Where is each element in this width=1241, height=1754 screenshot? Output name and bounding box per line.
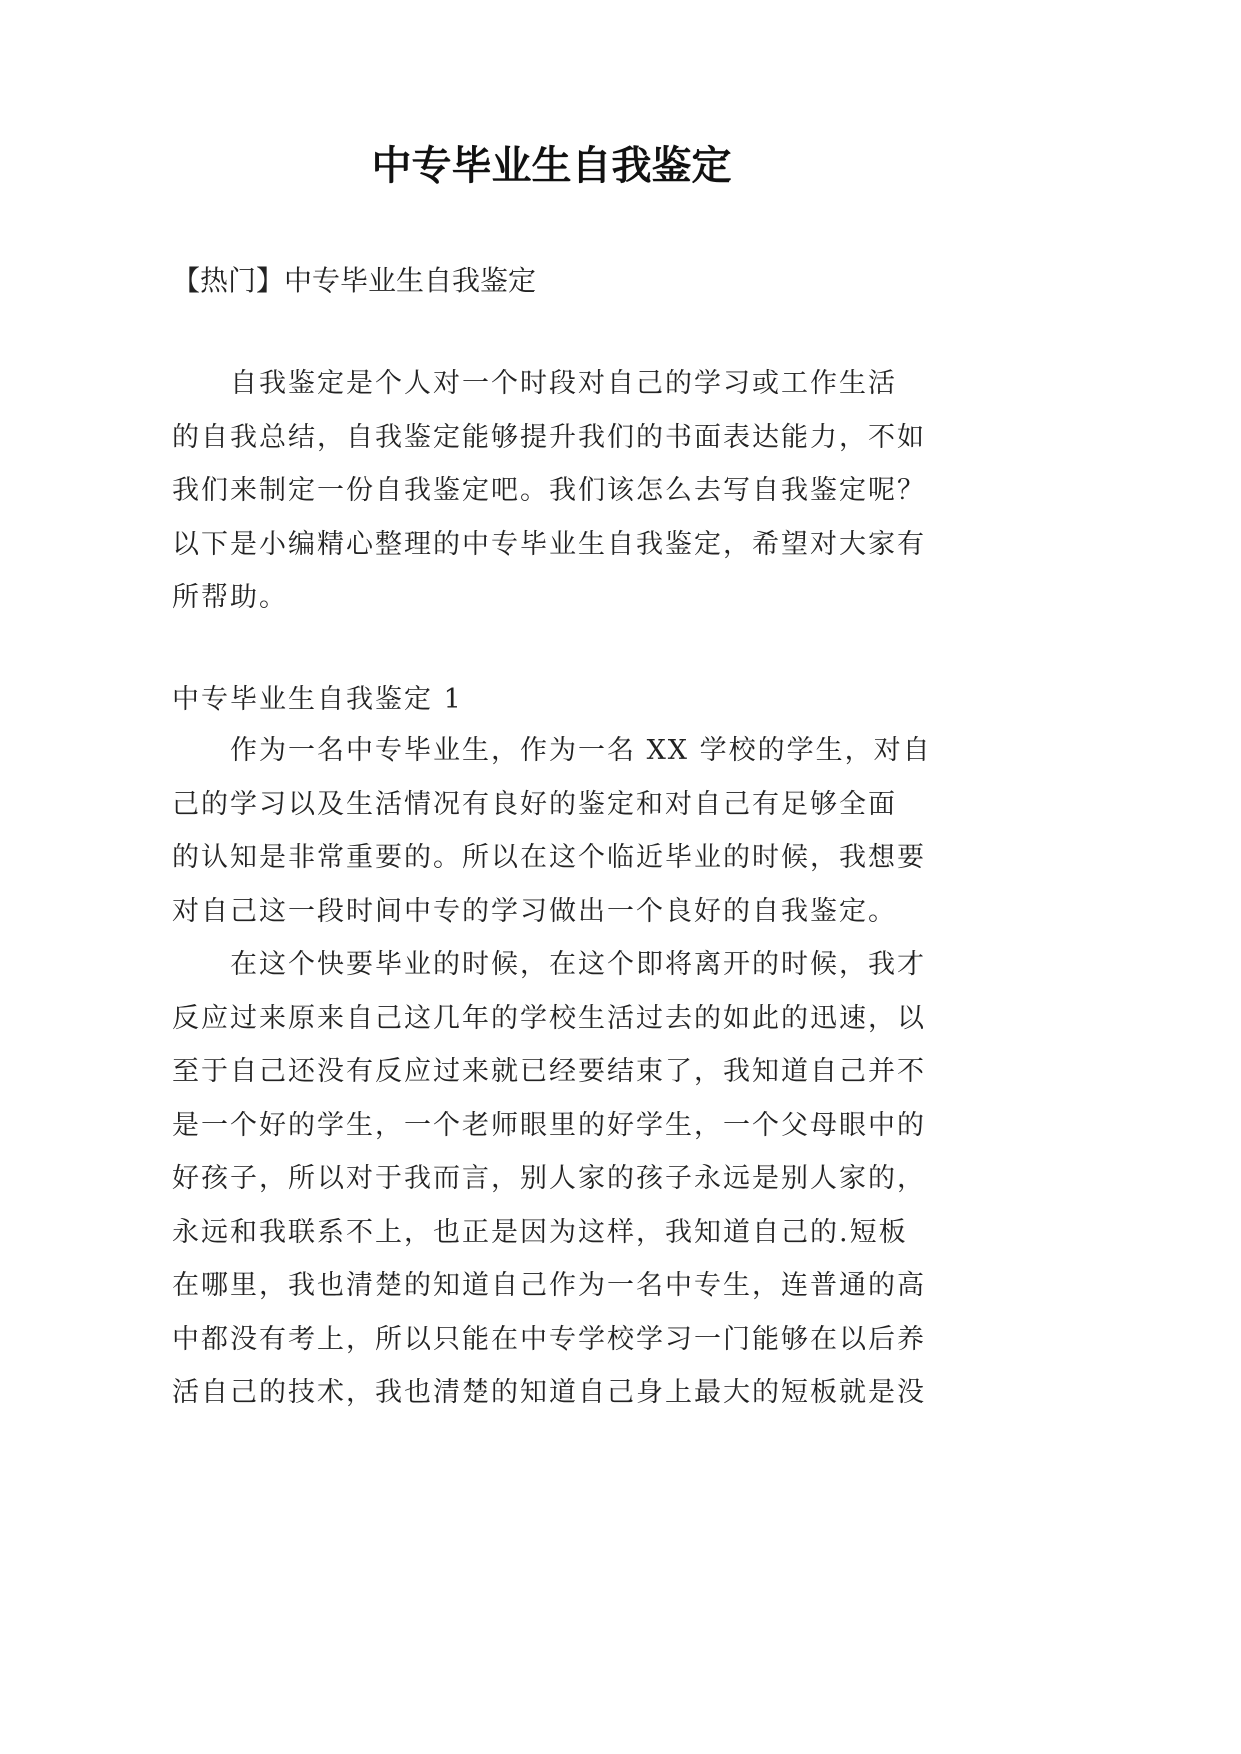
body-line: 作为一名中专毕业生，作为一名 XX 学校的学生，对自 [172, 735, 932, 766]
body-line: 是一个好的学生，一个老师眼里的好学生，一个父母眼中的 [172, 1109, 926, 1141]
body-line: 中都没有考上，所以只能在中专学校学习一门能够在以后养 [172, 1323, 926, 1355]
body-line: 对自己这一段时间中专的学习做出一个良好的自我鉴定。 [172, 895, 897, 927]
body-line: 活自己的技术，我也清楚的知道自己身上最大的短板就是没 [172, 1377, 926, 1408]
intro-line: 的自我总结，自我鉴定能够提升我们的书面表达能力，不如 [172, 421, 926, 453]
intro-line: 以下是小编精心整理的中专毕业生自我鉴定，希望对大家有 [172, 528, 926, 560]
body-line: 己的学习以及生活情况有良好的鉴定和对自己有足够全面 [172, 788, 897, 820]
intro-line: 自我鉴定是个人对一个时段对自己的学习或工作生活 [172, 368, 897, 399]
body-line: 的认知是非常重要的。所以在这个临近毕业的时候，我想要 [172, 842, 926, 873]
intro-paragraph [172, 357, 942, 625]
body-line: 至于自己还没有反应过来就已经要结束了，我知道自己并不 [172, 1056, 926, 1087]
body-line: 在这个快要毕业的时候，在这个即将离开的时候，我才 [172, 949, 926, 980]
document-subtitle: 【热门】中专毕业生自我鉴定 [172, 264, 537, 297]
section-body [172, 724, 942, 1420]
body-line: 在哪里，我也清楚的知道自己作为一名中专生，连普通的高 [172, 1270, 926, 1301]
body-line: 永远和我联系不上，也正是因为这样，我知道自己的.短板 [172, 1216, 908, 1248]
body-line: 反应过来原来自己这几年的学校生活过去的如此的迅速，以 [172, 1002, 926, 1034]
intro-line: 我们来制定一份自我鉴定吧。我们该怎么去写自我鉴定呢？ [172, 475, 926, 506]
document-title: 中专毕业生自我鉴定 [371, 142, 732, 189]
intro-line: 所帮助。 [172, 582, 288, 613]
section-heading: 中专毕业生自我鉴定 1 [172, 684, 463, 715]
body-line: 好孩子，所以对于我而言，别人家的孩子永远是别人家的， [172, 1163, 926, 1194]
